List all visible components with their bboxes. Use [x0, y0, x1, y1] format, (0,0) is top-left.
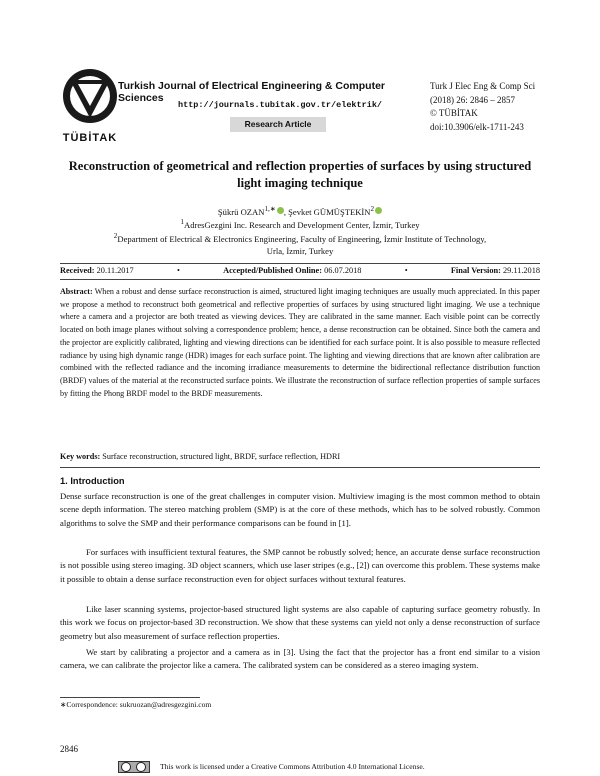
- tubitak-logo: [60, 66, 120, 132]
- accepted-date: 06.07.2018: [324, 266, 362, 275]
- author-affiliation-mark: 1,∗: [264, 205, 276, 213]
- affiliation-mark: 1: [180, 218, 184, 226]
- divider: [60, 467, 540, 468]
- final-date: 29.11.2018: [502, 266, 540, 275]
- author-list: Şükrü $OZAN^{1,∗}$ , Şevket GÜMÜŞTEKİN$^2$: [60, 204, 540, 217]
- footnote: [60, 700, 211, 709]
- section-heading: 1. Introduction: [60, 476, 125, 486]
- author-affiliation-mark: 2: [370, 205, 375, 213]
- dates-row: [60, 266, 540, 275]
- keywords: [60, 452, 540, 461]
- orcid-icon[interactable]: [277, 207, 284, 214]
- affiliation-1: AdresGezgini Inc. Research and Development Center, İzmir, Turkey: [184, 219, 420, 230]
- paper-title: Reconstruction of geometrical and reflection properties of surfaces by using structured light imaging technique: [68, 159, 532, 190]
- orcid-icon[interactable]: [375, 207, 382, 214]
- paragraph: Like laser scanning systems, projector-based structured light systems are also capable of capturing surface geometry robustly. In this work we focus on projector-based 3D reconstruction. We show that these systems can yield not only a dense reconstruction of surface geometry but also measurement of surface reflection properties.: [60, 604, 540, 641]
- creative-commons-icon[interactable]: [118, 761, 150, 773]
- citation-block: [430, 80, 570, 134]
- logo-wordmark: TÜBİTAK: [62, 132, 118, 144]
- affiliation-mark: 2: [113, 232, 118, 241]
- footnote-label: ∗Correspondence:: [60, 700, 118, 709]
- bullet: •: [176, 266, 180, 275]
- license-text: This work is licensed under a Creative Commons Attribution 4.0 International License.: [160, 762, 425, 771]
- author-name: Şükrü OZAN: [217, 206, 265, 217]
- article-type-badge: Research Article: [230, 117, 326, 132]
- received-date: 20.11.2017: [96, 266, 134, 275]
- divider: [60, 279, 540, 280]
- abstract: [60, 286, 540, 400]
- bullet: •: [404, 266, 408, 275]
- paragraph: We start by calibrating a projector and a camera as in [3]. Using the fact that the projector has a front end similar to a vision camera, we can calibrate the projector like a camera. The calibrated system can be considered as a stereo imaging system.: [60, 647, 540, 671]
- footnote-rule: [60, 697, 200, 698]
- paragraph: Dense surface reconstruction is one of the great challenges in computer vision. Multiview imaging is the most common method to obtain scene depth information. The stereo matching problem (SMP) is at the core of these methods, which has to be solved robustly. Common algorithms to solve the SMP and their performance comparisons can be found in [1].: [60, 491, 540, 528]
- journal-name: Turkish Journal of Electrical Engineering & Computer Sciences: [118, 80, 386, 104]
- paragraph: For surfaces with insufficient textural features, the SMP cannot be robustly solved; hence, an accurate dense surface reconstruction is not possible using stereo imaging. 3D object scanners, which use laser stripes (e.g., [2]) can overcome this problem. These systems make it possible to obtain a dense surface reconstruction even for object surfaces without textural features.: [60, 547, 540, 584]
- copyright: © TÜBİTAK: [430, 108, 478, 118]
- page-number: 2846: [60, 744, 78, 754]
- received-label: Received:: [60, 266, 95, 275]
- author-name: Şevket GÜMÜŞTEKİN: [288, 206, 371, 217]
- abstract-text: When a robust and dense surface reconstruction is aimed, structured light imaging techniques are usually much appreciated. In this paper we propose a method to reconstruct both geometrical and reflective properties of surfaces by using structured light imaging. We use a technique where a camera and a projector are both treated as viewing devices. They are calibrated in the same manner. Each visible point can be correctly located on both image planes without solving a correspondence problem; hence, a dense reconstruction can be obtained. Since both the camera and the projector are explicitly calibrated, lighting and viewing directions can be identified for each surface point. It is also possible to measure reflected radiance by using high dynamic range (HDR) images for each surface point. The lighting and viewing directions that are known after calibration are combined with the reflected radiance and the incoming irradiance measurements to determine the bidirectional reflectance distribution function (BRDF) values of the material at the reconstructed surface points. We illustrate the reconstruction of surface reflection properties of sample surfaces by fitting the Phong BRDF model to the BRDF measurements.: [60, 287, 540, 398]
- year-pages: (2018) 26: 2846 – 2857: [430, 94, 515, 105]
- affiliations: [60, 217, 540, 257]
- keywords-label: Key words:: [60, 452, 101, 461]
- divider: [60, 263, 540, 264]
- affiliation-2-cont: Urla, İzmir, Turkey: [266, 245, 334, 256]
- doi-link[interactable]: doi:10.3906/elk-1711-243: [430, 121, 524, 132]
- final-label: Final Version:: [450, 266, 501, 275]
- citation: Turk J Elec Eng & Comp Sci: [430, 81, 536, 91]
- journal-url[interactable]: http://journals.tubitak.gov.tr/elektrik/: [178, 100, 383, 110]
- keywords-text: Surface reconstruction, structured light, BRDF, surface reflection, HDRI: [102, 452, 341, 461]
- accepted-label: Accepted/Published Online:: [223, 266, 322, 275]
- affiliation-2: Department of Electrical & Electronics Engineering, Faculty of Engineering, İzmir Institute of Technology,: [117, 234, 487, 245]
- abstract-label: Abstract:: [60, 287, 93, 296]
- correspondence-email[interactable]: sukruozan@adresgezgini.com: [119, 700, 212, 709]
